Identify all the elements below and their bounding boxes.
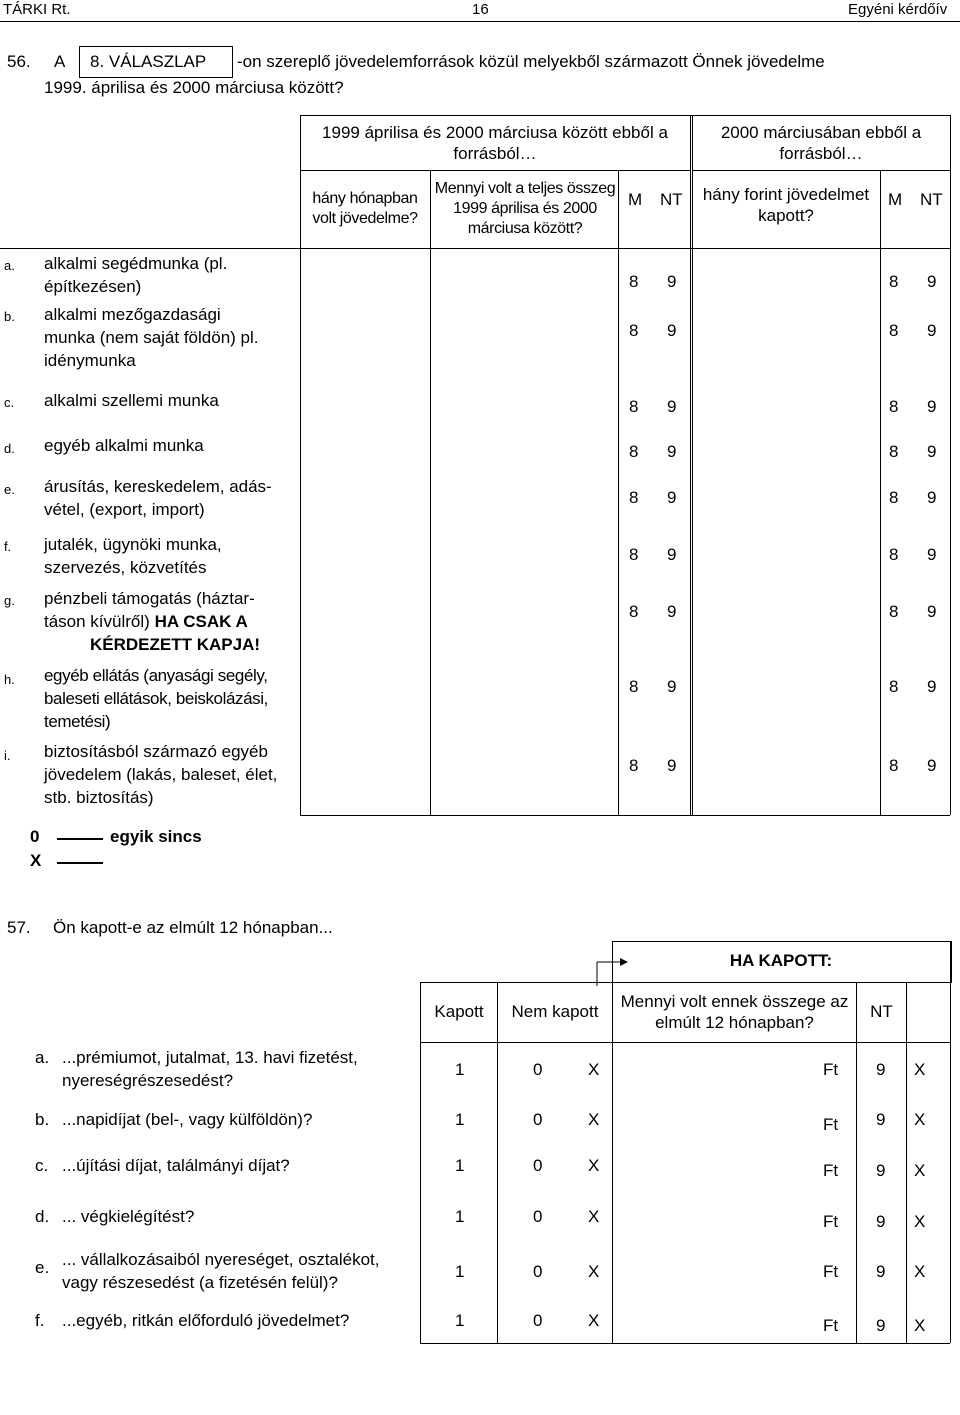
q56-code-m2[interactable]: 8 [889,756,899,775]
header-rule [0,21,960,22]
q57-code-nt[interactable]: 9 [876,1110,886,1129]
q56-code-nt2[interactable]: 9 [927,321,937,340]
q57-code-x[interactable]: X [588,1060,600,1079]
q57-row-label: ...egyéb, ritkán előforduló jövedelmet? [62,1311,350,1330]
q56-code-nt[interactable]: 9 [667,272,677,291]
q56-boxed-label: 8. VÁLASZLAP [90,52,207,71]
q57-col-amount: Mennyi volt ennek összege az elmúlt 12 hónapban? [620,991,849,1032]
q56-a: A [54,52,66,71]
q56-col-group1: 1999 áprilisa és 2000 márciusa között ebből a forrásból… [322,122,668,163]
q56-code-m2[interactable]: 8 [889,602,899,621]
q56-col-forint: hány forint jövedelmet kapott? [702,184,870,225]
q56-code-nt2[interactable]: 9 [927,545,937,564]
q56-row-letter: a. [4,258,15,273]
q57-row-letter: e. [35,1258,50,1277]
q56-code-m[interactable]: 8 [629,442,639,461]
q57-question: Ön kapott-e az elmúlt 12 hónapban... [53,918,333,937]
q57-ft: Ft [823,1161,839,1180]
q56-code-nt2[interactable]: 9 [927,602,937,621]
header-right: Egyéni kérdőív [848,1,948,18]
q57-row-label: ...újítási díjat, találmányi díjat? [62,1156,290,1175]
q56-row-label: alkalmi szellemi munka [44,391,219,410]
q57-code-nt[interactable]: 9 [876,1060,886,1079]
q56-code-nt[interactable]: 9 [667,677,677,696]
q57-row-label: ... végkielégítést? [62,1207,195,1226]
q57-row-label: ...napidíjat (bel-, vagy külföldön)? [62,1110,313,1129]
q56-col-nt: NT [660,190,683,209]
q57-code-x[interactable]: X [588,1262,600,1281]
q57-row-letter: c. [35,1156,49,1175]
q56-row-label: pénzbeli támogatás (háztar-táson kívülről) HA CSAK A KÉRDEZETT KAPJA! [44,589,261,654]
q56-col-m: M [628,190,643,209]
q56-code-nt2[interactable]: 9 [927,756,937,775]
q56-row-label: alkalmi mezőgazdasági munka (nem saját földön) pl. idénymunka [44,305,259,370]
q56-row-label: alkalmi segédmunka (pl. építkezésen) [44,254,228,296]
q56-question-line1: -on szereplő jövedelemforrások közül melyekből származott Önnek jövedelme [237,52,825,71]
q57-col-kapott: Kapott [434,1002,484,1022]
page-number: 16 [472,1,489,18]
q57-code-x[interactable]: X [588,1311,600,1330]
q57-code-nem[interactable]: 0 [533,1262,543,1281]
q57-code-nem[interactable]: 0 [533,1110,543,1129]
q56-code-nt[interactable]: 9 [667,397,677,416]
q57-col-nt: NT [870,1002,893,1022]
q56-row-letter: f. [4,539,12,554]
q57-row-letter: d. [35,1207,50,1226]
q56-x-code: X [30,851,42,870]
q56-col-months: hány hónapban volt jövedelme? [312,190,418,227]
q56-row-letter: h. [4,672,15,687]
q56-code-m[interactable]: 8 [629,488,639,507]
ha-kapott-label: HA KAPOTT: [729,951,833,971]
q57-code-nem[interactable]: 0 [533,1207,543,1226]
q57-col-nem-kapott: Nem kapott [511,1002,599,1022]
q56-number: 56. [7,52,31,71]
q56-code-m2[interactable]: 8 [889,397,899,416]
q56-none-code: 0 [30,827,40,846]
q57-code-x2[interactable]: X [914,1110,926,1129]
q57-row-letter: f. [35,1311,45,1330]
q57-ft: Ft [823,1212,839,1231]
q56-row-label: egyéb ellátás (anyasági segély, baleseti ellátások, beiskolázási, temetési) [44,666,268,731]
q57-code-x2[interactable]: X [914,1060,926,1079]
q57-ft: Ft [823,1262,839,1281]
q56-row-label: árusítás, kereskedelem, adás-vétel, (export, import) [44,477,272,519]
q56-code-nt[interactable]: 9 [667,442,677,461]
q56-row-letter: i. [4,748,11,763]
q56-code-m[interactable]: 8 [629,321,639,340]
q56-code-m[interactable]: 8 [629,545,639,564]
q57-row-label: ...prémiumot, jutalmat, 13. havi fizetést, nyereségrészesedést? [62,1048,358,1090]
q56-col-total: Mennyi volt a teljes összeg 1999 áprilisa és 2000 márciusa között? [434,180,616,237]
q56-code-m2[interactable]: 8 [889,488,899,507]
q57-code-x[interactable]: X [588,1207,600,1226]
q56-code-m2[interactable]: 8 [889,677,899,696]
q57-row-label: ... vállalkozásaiból nyereséget, osztalékot, vagy részesedést (a fizetésén felül)? [62,1250,380,1292]
q56-code-nt2[interactable]: 9 [927,272,937,291]
q56-code-m[interactable]: 8 [629,602,639,621]
q57-code-nt[interactable]: 9 [876,1161,886,1180]
q57-code-kapott[interactable]: 1 [455,1110,465,1129]
q56-code-nt[interactable]: 9 [667,602,677,621]
q56-row-letter: g. [4,593,15,608]
q57-code-kapott[interactable]: 1 [455,1311,465,1330]
q57-code-nem[interactable]: 0 [533,1156,543,1175]
header-left: TÁRKI Rt. [3,1,71,18]
q57-row-letter: a. [35,1048,50,1067]
q57-code-x2[interactable]: X [914,1316,926,1335]
q56-row-label: biztosításból származó egyéb jövedelem (lakás, baleset, élet, stb. biztosítás) [44,742,278,807]
q56-code-m2[interactable]: 8 [889,321,899,340]
q57-code-nem[interactable]: 0 [533,1060,543,1079]
q57-code-kapott[interactable]: 1 [455,1060,465,1079]
q57-code-nt[interactable]: 9 [876,1212,886,1231]
q56-row-letter: c. [4,395,15,410]
q56-code-m2[interactable]: 8 [889,272,899,291]
q56-code-m[interactable]: 8 [629,756,639,775]
q56-code-nt[interactable]: 9 [667,545,677,564]
q56-row-letter: b. [4,309,15,324]
q57-code-x2[interactable]: X [914,1161,926,1180]
q57-code-nem[interactable]: 0 [533,1311,543,1330]
q56-code-nt[interactable]: 9 [667,756,677,775]
q57-code-x2[interactable]: X [914,1212,926,1231]
q56-code-m2[interactable]: 8 [889,545,899,564]
q56-code-nt2[interactable]: 9 [927,442,937,461]
q56-col-nt2: NT [920,190,943,209]
q56-col-m2: M [888,190,903,209]
q56-row-label: egyéb alkalmi munka [44,436,204,455]
q56-code-nt[interactable]: 9 [667,488,677,507]
q56-code-m[interactable]: 8 [629,677,639,696]
q56-row-letter: d. [4,441,15,456]
q57-code-nt[interactable]: 9 [876,1262,886,1281]
q56-code-m2[interactable]: 8 [889,442,899,461]
q56-code-m[interactable]: 8 [629,272,639,291]
q56-code-nt2[interactable]: 9 [927,677,937,696]
q56-code-nt[interactable]: 9 [667,321,677,340]
q57-code-x[interactable]: X [588,1110,600,1129]
q56-col-group2: 2000 márciusában ebből a forrásból… [720,122,922,163]
q56-question-line2: 1999. áprilisa és 2000 márciusa között? [44,78,344,97]
q56-row-letter: e. [4,482,15,497]
q57-code-x[interactable]: X [588,1156,600,1175]
q57-code-kapott[interactable]: 1 [455,1156,465,1175]
q56-code-nt2[interactable]: 9 [927,397,937,416]
q57-code-nt[interactable]: 9 [876,1316,886,1335]
q56-code-m[interactable]: 8 [629,397,639,416]
q57-code-kapott[interactable]: 1 [455,1262,465,1281]
q56-code-nt2[interactable]: 9 [927,488,937,507]
q57-number: 57. [7,918,31,937]
q56-row-label: jutalék, ügynöki munka, szervezés, közvetítés [44,535,222,577]
q56-none-text: egyik sincs [110,827,202,846]
q57-ft: Ft [823,1316,839,1335]
q57-code-kapott[interactable]: 1 [455,1207,465,1226]
dash [57,838,103,840]
q57-ft: Ft [823,1115,839,1134]
q57-row-letter: b. [35,1110,50,1129]
q57-code-x2[interactable]: X [914,1262,926,1281]
q57-ft: Ft [823,1060,839,1079]
dash [57,862,103,864]
